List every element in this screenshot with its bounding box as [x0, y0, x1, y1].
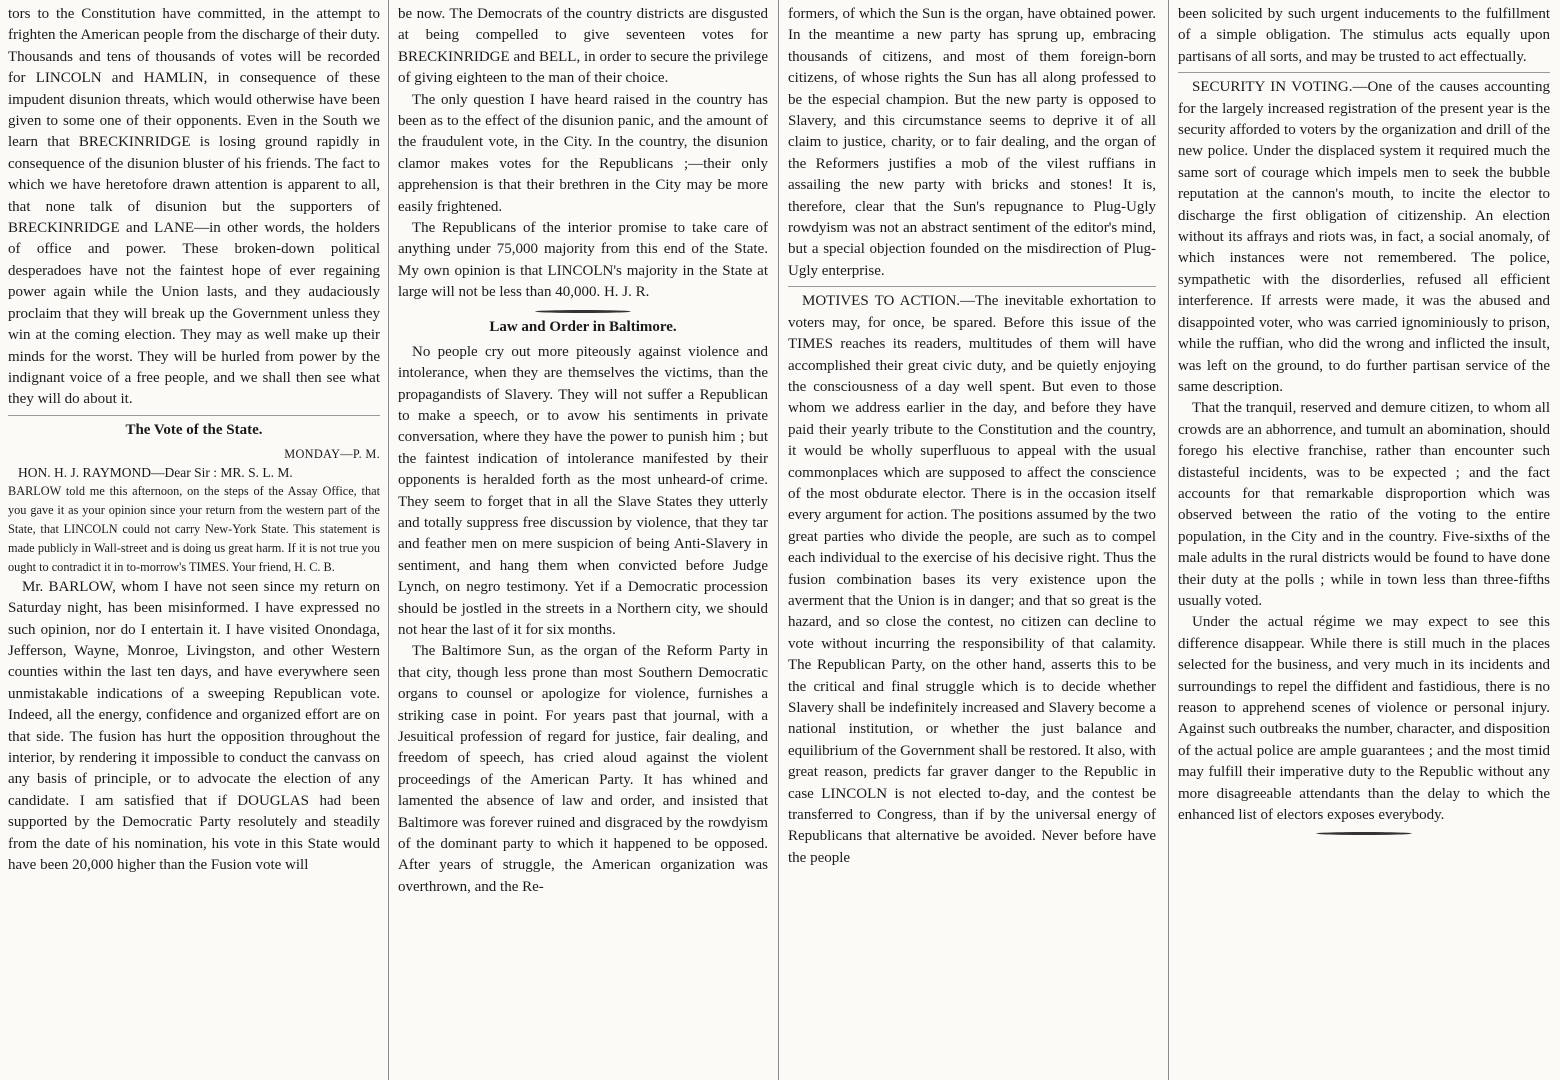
column-rule	[388, 0, 389, 1080]
salutation: HON. H. J. RAYMOND—Dear Sir : MR. S. L. M.	[18, 464, 293, 480]
column-1	[2, 0, 386, 1080]
dateline: MONDAY—P. M.	[284, 446, 380, 461]
separator-dash	[535, 310, 631, 313]
paragraph: The Baltimore Sun, as the organ of the Reform Party in that city, though less prone than most Southern Democratic organs to counsel or apologize for violence, furnishes a striking case in point. For years past that journal, with a Jesuitical profession of regard for justice, fair dealing, and freedom of speech, has cried aloud against the violent proceedings of the American Party. It has whined and lamented the absence of law and order, and insisted that Baltimore was forever ruined and disgraced by the rowdyism of the dominant party to which it happened to be opposed. After years of struggle, the American organization was overthrown, and the Re-	[398, 643, 768, 895]
separator-dash	[1316, 832, 1412, 835]
paragraph: The only question I have heard raised in the country has been as to the effect of the disunion panic, and the amount of the fraudulent vote, in the City. In the country, the disunion clamor makes votes for the Republicans ;—their only apprehension is that their brethren in the City may be more easily frightened.	[398, 91, 768, 215]
paragraph: been solicited by such urgent inducements to the fulfillment of a simple obligation. The stimulus acts equally upon partisans of all sorts, and may be trusted to act effectually.	[1178, 6, 1550, 65]
letter	[8, 445, 380, 577]
paragraph: SECURITY IN VOTING.—One of the causes accounting for the largely increased registration of the present year is the security afforded to voters by the organization and drill of the new police. Under the displaced system it required much the same sort of courage which impels men to seek the bubble reputation at the cannon's mouth, to incite the elector to discharge the first obligation of citizenship. An election without its affrays and riots was, in fact, a social anomaly, of which instances were not remembered. The police, sympathetic with the disorderlies, refused all efficient interference. If arrests were made, it was the abused and disappointed voter, who was carried ignominiously to prison, while the ruffian, who did the wrong and inflicted the insult, was left on the ground, to do further partisan service of the same description.	[1178, 79, 1550, 395]
separator	[8, 415, 380, 416]
paragraph: MOTIVES TO ACTION.—The inevitable exhortation to voters may, for once, be spared. Before this issue of the TIMES reaches its readers, multitudes of them will have accomplished their great civic duty, and be quietly enjoying the consciousness of a day well spent. But even to those whom we address earlier in the day, and before they have paid their yearly tribute to the Constitution and the country, it would be wholly superfluous to appeal with the usual commonplaces which are supposed to affect the conscience of the most obdurate elector. There is in the occasion itself every argument for action. The positions assumed by the two great parties who divide the people, are such as to compel each individual to the exercise of his decisive right. Thus the fusion combination bases its very existence upon the averment that the Union is in danger; and that so great is the hazard, and so close the contest, no citizen can decline to vote without incurring the responsibility of that calamity. The Republican Party, on the other hand, asserts this to be the critical and final struggle which is to decide whether Slavery shall be indefinitely increased and Slavery become a national institution, or whether the just balance and equilibrium of the Government shall be restored. It also, with great reason, predicts far graver danger to the Republic in case LINCOLN is not elected to-day, and the contest be transferred to Congress, than if by the universal energy of Republicans that alternative be avoided. Never before have the people	[788, 293, 1156, 866]
column-3	[782, 0, 1162, 1080]
article-headline: Law and Order in Baltimore.	[489, 318, 677, 335]
paragraph: Under the actual régime we may expect to see this difference disappear. While there is still much in the places selected for the business, and very much in its incidents and surroundings to repel the diffident and fastidious, there is no reason to apprehend scenes of violence or personal injury. Against such outbreaks the number, character, and disposition of the actual police are ample guarantees ; and the most timid may fulfill their imperative duty to the Republic without any more disagreeable attendants than the delay to which the enhanced list of electors exposes everybody.	[1178, 614, 1550, 824]
column-rule	[1168, 0, 1169, 1080]
column-4	[1172, 0, 1556, 1080]
letter-body: BARLOW told me this afternoon, on the steps of the Assay Office, that you gave it as your opinion since your return from the western part of the State, that LINCOLN could not carry New-York State. This statement is made publicly in Wall-street and is doing us great harm. If it is not true you ought to contradict it in to-morrow's TIMES. Your friend, H. C. B.	[8, 483, 380, 574]
separator	[788, 286, 1156, 287]
paragraph: be now. The Democrats of the country districts are disgusted at being compelled to give seventeen votes for BRECKINRIDGE and BELL, in order to secure the privilege of giving eighteen to the man of their choice.	[398, 6, 768, 87]
separator	[1178, 72, 1550, 73]
paragraph: The Republicans of the interior promise to take care of anything under 75,000 majority from this end of the State. My own opinion is that LINCOLN's majority in the State at large will not be less than 40,000. H. J. R.	[398, 220, 768, 301]
article-headline: The Vote of the State.	[125, 421, 263, 438]
column-2	[392, 0, 774, 1080]
paragraph: No people cry out more piteously against violence and intolerance, when they are themselves the victims, than the propagandists of Slavery. They will not suffer a Republican to make a speech, or to avow his sentiments in private conversation, where they have the power to punish him ; but the faintest indication of intolerance manifested by their opponents is heralded forth as the most unheard-of crime. They seem to forget that in all the Slave States they utterly and totally suppress free discussion by violence, that they tar and feather men on mere suspicion of being Anti-Slavery in sentiment, and hang them when convicted before Judge Lynch, on negro testimony. Yet if a Democratic procession should be jostled in the streets in a Northern city, we should not hear the last of it for six months.	[398, 343, 768, 638]
paragraph: Mr. BARLOW, whom I have not seen since my return on Saturday night, has been misinformed. I have expressed no such opinion, nor do I entertain it. I have visited Onondaga, Jefferson, Wayne, Monroe, Livingston, and other Western counties within the last ten days, and have everywhere seen unmistakable indications of a sweeping Republican vote. Indeed, all the energy, confidence and organized effort are on that side. The fusion has hurt the opposition throughout the interior, by rendering it impossible to conduct the canvass on any basis of principle, or to advocate the election of any candidate. I am satisfied that if DOUGLAS had been supported by the Democratic Party resolutely and steadily from the date of his nomination, his vote in this State would have been 20,000 higher than the Fusion vote will	[8, 578, 380, 873]
paragraph: formers, of which the Sun is the organ, have obtained power. In the meantime a new party has sprung up, embracing thousands of citizens, and most of them foreign-born citizens, of whose rights the Sun has all along professed to be the especial champion. But the new party is opposed to Slavery, and this circumstance seems to deprive it of all claim to justice, charity, or to fair dealing, and the organ of the Reformers justifies a mob of the vilest ruffians in assailing the new party with bricks and stones! It is, therefore, clear that the Sun's repugnance to Plug-Ugly rowdyism was not an abstract sentiment of the editor's mind, but a special objection founded on the misdirection of Plug-Ugly enterprise.	[788, 6, 1156, 279]
paragraph: That the tranquil, reserved and demure citizen, to whom all crowds are an abhorrence, and tumult an abomination, should forego his elective franchise, rather than encounter such distasteful incidents, was to be expected ; and the fact accounts for that remarkable disproportion which was observed between the ratio of the voting to the entire population, in the City and in the country. Five-sixths of the male adults in the rural districts would be found to have done their duty at the polls ; while in town less than three-fifths usually voted.	[1178, 400, 1550, 609]
column-rule	[778, 0, 779, 1080]
paragraph: tors to the Constitution have committed, in the attempt to frighten the American people from the discharge of their duty. Thousands and tens of thousands of votes will be recorded for LINCOLN and HAMLIN, in consequence of these impudent disunion threats, which would otherwise have been given to some one of their opponents. Even in the South we learn that BRECKINRIDGE is losing ground rapidly in consequence of the disunion bluster of his friends. The fact to which we have heretofore drawn attention is apparent to all, that none talk of disunion but the supporters of BRECKINRIDGE and LANE—in other words, the holders of office and power. These broken-down political desperadoes have not the faintest hope of ever regaining power again while the Union lasts, and they audaciously proclaim that they will break up the Government unless they win at the coming election. They may as well make up their minds for the worst. They will be hurled from power by the indignant voice of a free people, and we shall then see what they will do about it.	[8, 6, 380, 408]
